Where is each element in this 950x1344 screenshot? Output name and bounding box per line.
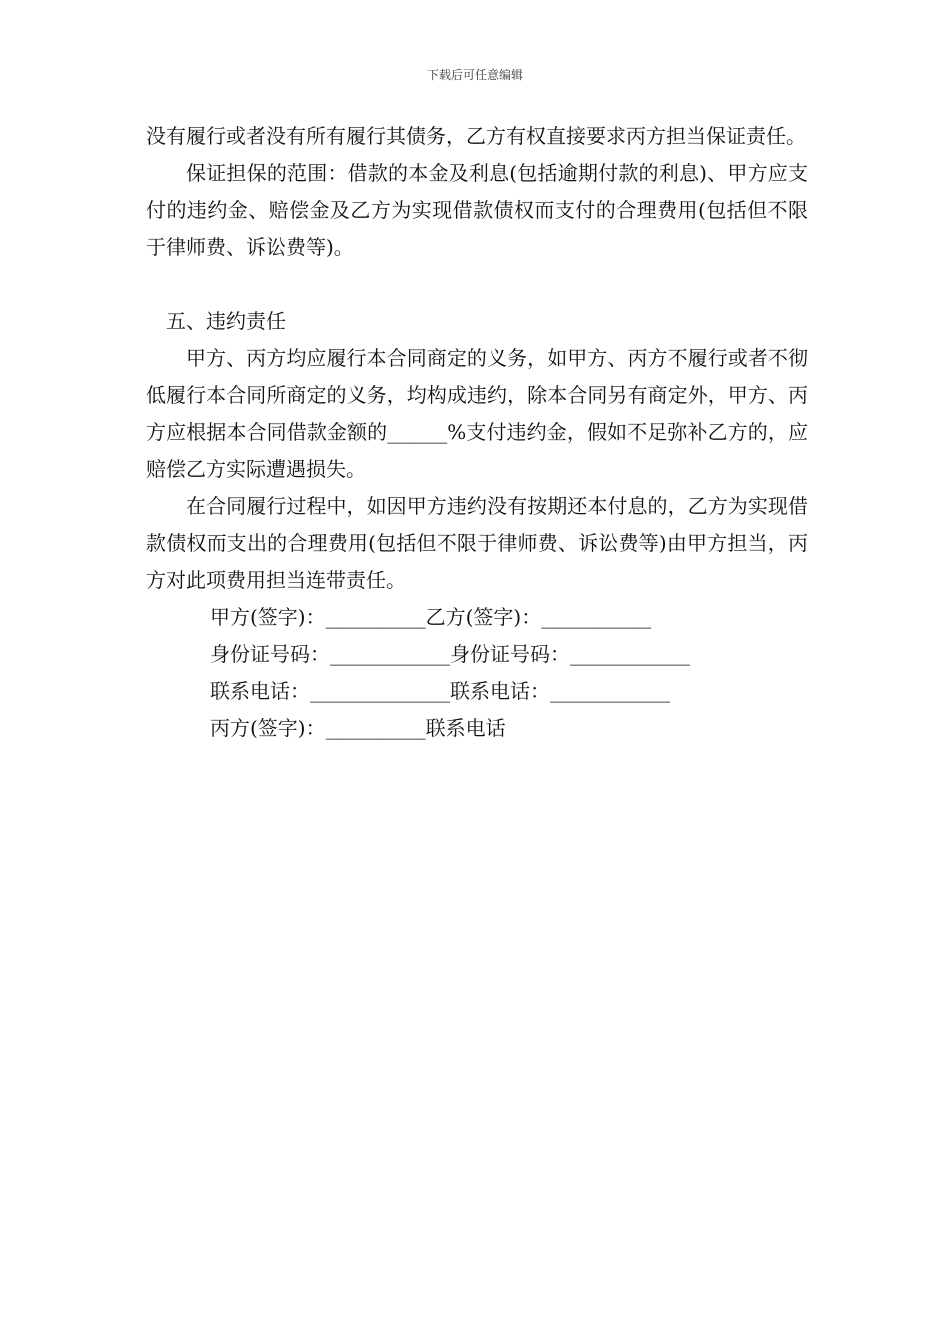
section-heading-breach: 五、违约责任 (166, 309, 286, 333)
signature-row-party-c: 丙方(签字)：__________联系电话 (210, 716, 506, 740)
document-body (146, 118, 808, 747)
paragraph-breach-liability: 甲方、丙方均应履行本合同商定的义务，如甲方、丙方不履行或者不彻低履行本合同所商定的义务，均构成违约，除本合同另有商定外，甲方、丙方应根据本合同借款金额的______%支付违约金，假如不足弥补乙方的，应赔偿乙方实际遭遇损失。 (146, 346, 808, 481)
signature-row-id-numbers: 身份证号码：____________身份证号码：____________ (210, 642, 690, 666)
paragraph-breach-costs: 在合同履行过程中，如因甲方违约没有按期还本付息的，乙方为实现借款债权而支出的合理费用(包括但不限于律师费、诉讼费等)由甲方担当，丙方对此项费用担当连带责任。 (146, 494, 808, 592)
paragraph-guarantee-continuation: 没有履行或者没有所有履行其债务，乙方有权直接要求丙方担当保证责任。 (146, 124, 806, 148)
paragraph-guarantee-scope: 保证担保的范围：借款的本金及利息(包括逾期付款的利息)、甲方应支付的违约金、赔偿金及乙方为实现借款债权而支付的合理费用(包括但不限于律师费、诉讼费等)。 (146, 161, 808, 259)
signature-row-phones: 联系电话：______________联系电话：____________ (210, 679, 670, 703)
page-header: 下载后可任意编辑 (426, 68, 523, 82)
signature-row-party-a-b: 甲方(签字)：__________乙方(签字)：___________ (210, 605, 652, 629)
